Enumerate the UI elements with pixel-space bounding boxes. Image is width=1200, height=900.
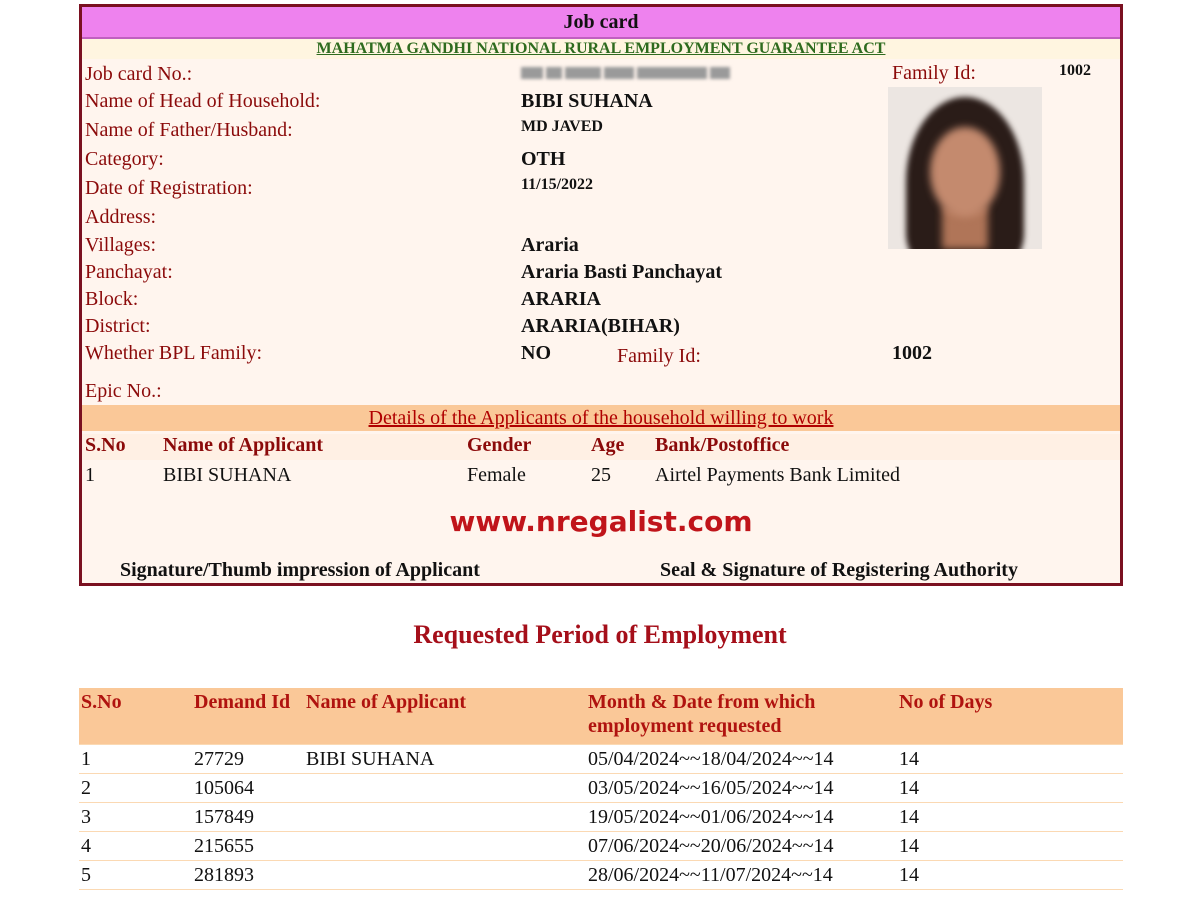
employment-table: [79, 688, 1123, 890]
father-value: MD JAVED: [521, 118, 603, 135]
applicant-header-name: Name of Applicant: [163, 434, 323, 456]
registration-value: 11/15/2022: [521, 176, 594, 193]
row-days: 14: [897, 861, 1123, 890]
header-period: Month & Date from which employment requested: [586, 688, 897, 745]
bpl-value: NO: [521, 342, 551, 364]
applicants-details-heading: Details of the Applicants of the household willing to work: [82, 405, 1120, 431]
row-sno: 1: [79, 745, 192, 774]
villages-label: Villages:: [85, 234, 157, 256]
address-label: Address:: [85, 206, 157, 228]
header-days: No of Days: [897, 688, 1123, 745]
applicant-header-gender: Gender: [467, 434, 532, 456]
authority-signature-label: Seal & Signature of Registering Authority: [660, 559, 1018, 581]
header-name: Name of Applicant: [304, 688, 586, 745]
row-period: 28/06/2024~~11/07/2024~~14: [586, 861, 897, 890]
block-label: Block:: [85, 288, 139, 310]
registration-label: Date of Registration:: [85, 177, 253, 199]
family-id-label-2: Family Id:: [617, 345, 701, 367]
applicant-signature-label: Signature/Thumb impression of Applicant: [120, 559, 480, 581]
row-demand-id: 157849: [192, 803, 304, 832]
applicant-name: BIBI SUHANA: [163, 464, 292, 486]
row-period: 07/06/2024~~20/06/2024~~14: [586, 832, 897, 861]
table-row: [79, 745, 1123, 774]
job-card-no-label: Job card No.:: [85, 63, 193, 85]
applicant-gender: Female: [467, 464, 526, 486]
header-demand-id: Demand Id: [192, 688, 304, 745]
row-demand-id: 27729: [192, 745, 304, 774]
applicant-header-bank: Bank/Postoffice: [655, 434, 790, 456]
row-sno: 3: [79, 803, 192, 832]
row-days: 14: [897, 803, 1123, 832]
head-value: BIBI SUHANA: [521, 90, 653, 112]
watermark-text: www.nregalist.com: [449, 505, 753, 538]
row-demand-id: 215655: [192, 832, 304, 861]
row-days: 14: [897, 774, 1123, 803]
family-id-value: 1002: [1059, 62, 1091, 79]
table-row: [79, 774, 1123, 803]
applicant-bank: Airtel Payments Bank Limited: [655, 464, 900, 486]
row-name: BIBI SUHANA: [304, 745, 586, 774]
family-id-value-2: 1002: [892, 342, 932, 364]
applicant-sno: 1: [85, 464, 95, 486]
row-days: 14: [897, 745, 1123, 774]
row-name: [304, 861, 586, 890]
row-demand-id: 105064: [192, 774, 304, 803]
employment-header-row: [79, 688, 1123, 745]
applicant-header-age: Age: [591, 434, 625, 456]
villages-value: Araria: [521, 234, 579, 256]
table-row: [79, 803, 1123, 832]
category-value: OTH: [521, 148, 566, 170]
block-value: ARARIA: [521, 288, 601, 310]
row-sno: 5: [79, 861, 192, 890]
row-name: [304, 832, 586, 861]
employment-title: Requested Period of Employment: [413, 620, 787, 649]
bpl-label: Whether BPL Family:: [85, 342, 263, 364]
table-row: [79, 861, 1123, 890]
applicant-photo: [888, 87, 1042, 249]
row-period: 03/05/2024~~16/05/2024~~14: [586, 774, 897, 803]
epic-label: Epic No.:: [85, 380, 162, 402]
father-label: Name of Father/Husband:: [85, 119, 293, 141]
category-label: Category:: [85, 148, 164, 170]
family-id-label: Family Id:: [892, 62, 976, 84]
district-value: ARARIA(BIHAR): [521, 315, 680, 337]
job-card-no-redacted: [521, 63, 730, 81]
applicant-age: 25: [591, 464, 611, 486]
row-name: [304, 774, 586, 803]
header-sno: S.No: [79, 688, 192, 745]
row-period: 05/04/2024~~18/04/2024~~14: [586, 745, 897, 774]
head-label: Name of Head of Household:: [85, 90, 321, 112]
act-name: MAHATMA GANDHI NATIONAL RURAL EMPLOYMENT GUARANTEE ACT: [82, 39, 1120, 59]
job-card: [79, 4, 1123, 586]
row-period: 19/05/2024~~01/06/2024~~14: [586, 803, 897, 832]
table-row: [79, 832, 1123, 861]
row-sno: 4: [79, 832, 192, 861]
row-sno: 2: [79, 774, 192, 803]
district-label: District:: [85, 315, 151, 337]
row-demand-id: 281893: [192, 861, 304, 890]
row-days: 14: [897, 832, 1123, 861]
panchayat-value: Araria Basti Panchayat: [521, 261, 723, 283]
row-name: [304, 803, 586, 832]
job-card-title: Job card: [82, 7, 1120, 39]
applicant-header-sno: S.No: [85, 434, 126, 456]
panchayat-label: Panchayat:: [85, 261, 173, 283]
